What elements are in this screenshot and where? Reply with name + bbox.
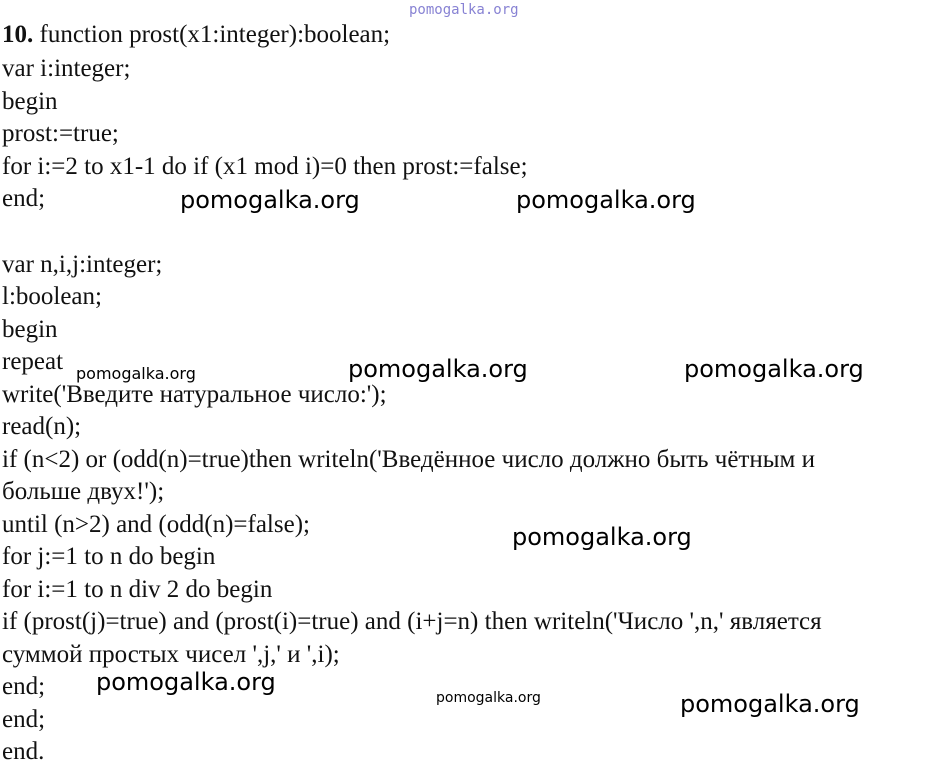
code-line-15: больше двух!'); <box>2 478 165 505</box>
code-line-23: end. <box>2 738 45 765</box>
code-line-10: begin <box>2 316 58 343</box>
code-line-22: end; <box>2 706 46 733</box>
code-line-5: for i:=2 to x1-1 do if (x1 mod i)=0 then prost:=false; <box>2 153 528 180</box>
watermark: pomogalka.org <box>436 690 541 706</box>
watermark-top: pomogalka.org <box>409 2 519 18</box>
code-line-13: read(n); <box>2 413 82 440</box>
watermark: pomogalka.org <box>512 523 692 551</box>
watermark: pomogalka.org <box>96 668 276 696</box>
code-line-1 <box>2 20 390 50</box>
code-line-19: if (prost(j)=true) and (prost(i)=true) and (i+j=n) then writeln('Число ',n,' является <box>2 608 822 635</box>
watermark: pomogalka.org <box>680 690 860 718</box>
watermark: pomogalka.org <box>76 364 196 383</box>
code-line-17: for j:=1 to n do begin <box>2 543 216 570</box>
watermark: pomogalka.org <box>684 355 864 383</box>
watermark: pomogalka.org <box>516 186 696 214</box>
watermark: pomogalka.org <box>348 355 528 383</box>
code-line-20: суммой простых чисел ',j,' и ',i); <box>2 641 340 668</box>
code-line-8: var n,i,j:integer; <box>2 251 163 278</box>
code-line-11: repeat <box>2 348 64 375</box>
code-line-18: for i:=1 to n div 2 do begin <box>2 576 273 603</box>
code-line-16: until (n>2) and (odd(n)=false); <box>2 511 310 538</box>
code-line-14: if (n<2) or (odd(n)=true)then writeln('Введённое число должно быть чётным и <box>2 446 815 473</box>
problem-number: 10. <box>2 21 34 48</box>
code-line-2: var i:integer; <box>2 55 131 82</box>
code-line-4: prost:=true; <box>2 120 119 147</box>
code-line-9: l:boolean; <box>2 283 102 310</box>
code-line-text: function prost(x1:integer):boolean; <box>39 21 391 48</box>
code-line-6: end; <box>2 185 46 212</box>
watermark: pomogalka.org <box>180 186 360 214</box>
code-line-21: end; <box>2 673 46 700</box>
code-line-12: write('Введите натуральное число:'); <box>2 381 387 408</box>
code-line-3: begin <box>2 88 58 115</box>
